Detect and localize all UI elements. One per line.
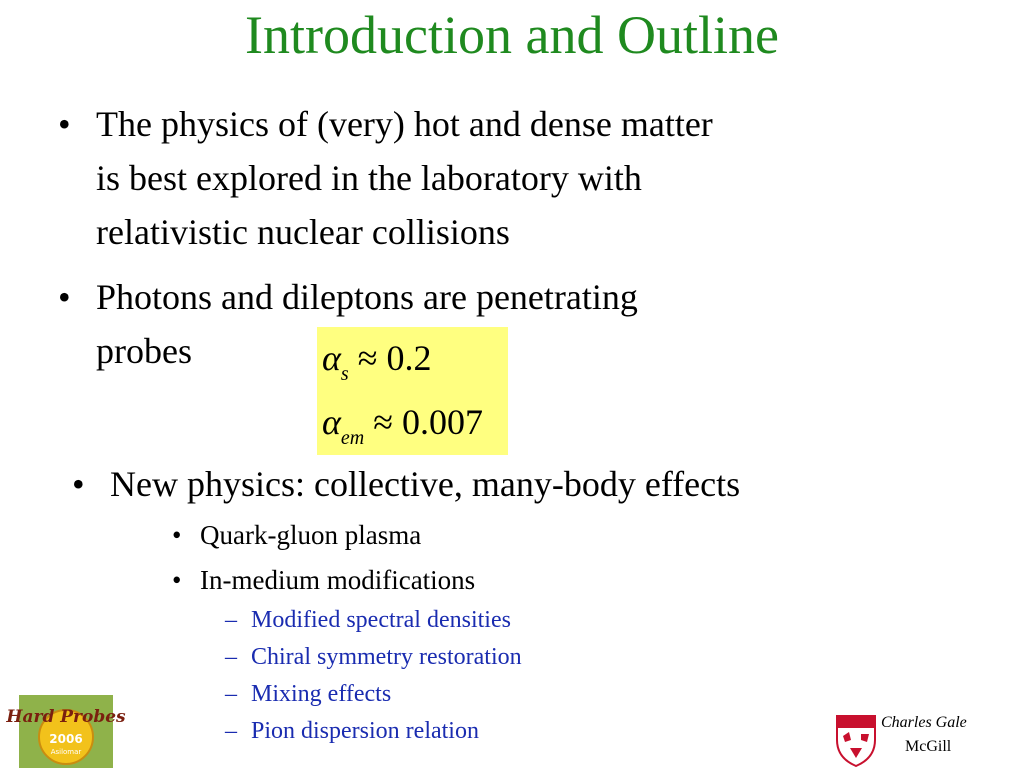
bullet-3-line-1: New physics: collective, many-body effects [110, 464, 741, 504]
sub-sub-item-label: Chiral symmetry restoration [251, 644, 522, 670]
dash-marker: – [225, 644, 237, 670]
bullet-marker: • [172, 565, 182, 595]
dash-marker: – [225, 681, 237, 707]
bullet-marker: • [72, 464, 85, 504]
slide-title: Introduction and Outline [245, 5, 779, 65]
alpha-symbol: α [322, 338, 341, 378]
author-credit [835, 712, 1005, 768]
hard-probes-logo [6, 695, 126, 768]
alpha-symbol: α [322, 402, 341, 442]
formula-value: ≈ 0.007 [373, 402, 483, 442]
dash-marker: – [225, 607, 237, 633]
alpha-em-formula [322, 401, 483, 449]
bullet-1-line-2: is best explored in the laboratory with [96, 158, 642, 198]
formula-value: ≈ 0.2 [357, 338, 432, 378]
alpha-subscript: s [340, 363, 349, 385]
bullet-2-line-1: Photons and dileptons are penetrating [96, 277, 638, 317]
mcgill-crest-icon [835, 712, 877, 768]
sub-item-label: Quark-gluon plasma [200, 520, 422, 550]
coupling-constants-box [317, 327, 508, 455]
institution-name: McGill [905, 738, 952, 755]
sub-sub-item-label: Pion dispersion relation [251, 718, 479, 744]
sub-sub-item-label: Mixing effects [251, 681, 392, 707]
bullet-1-line-1: The physics of (very) hot and dense matter [96, 104, 713, 144]
svg-text:2006: 2006 [49, 732, 83, 746]
bullet-2-line-2: probes [96, 331, 192, 371]
bullet-marker: • [58, 277, 71, 317]
bullet-marker: • [58, 104, 71, 144]
alpha-s-formula [322, 337, 432, 385]
sub-item-label: In-medium modifications [200, 565, 476, 595]
dash-marker: – [225, 718, 237, 744]
author-name: Charles Gale [881, 714, 967, 731]
bullet-marker: • [172, 520, 182, 550]
sub-sub-item-label: Modified spectral densities [251, 607, 511, 633]
svg-text:Hard Probes: Hard Probes [6, 707, 126, 727]
bullet-1-line-3: relativistic nuclear collisions [96, 212, 510, 252]
svg-text:Asilomar: Asilomar [50, 748, 82, 756]
alpha-subscript: em [340, 427, 365, 449]
